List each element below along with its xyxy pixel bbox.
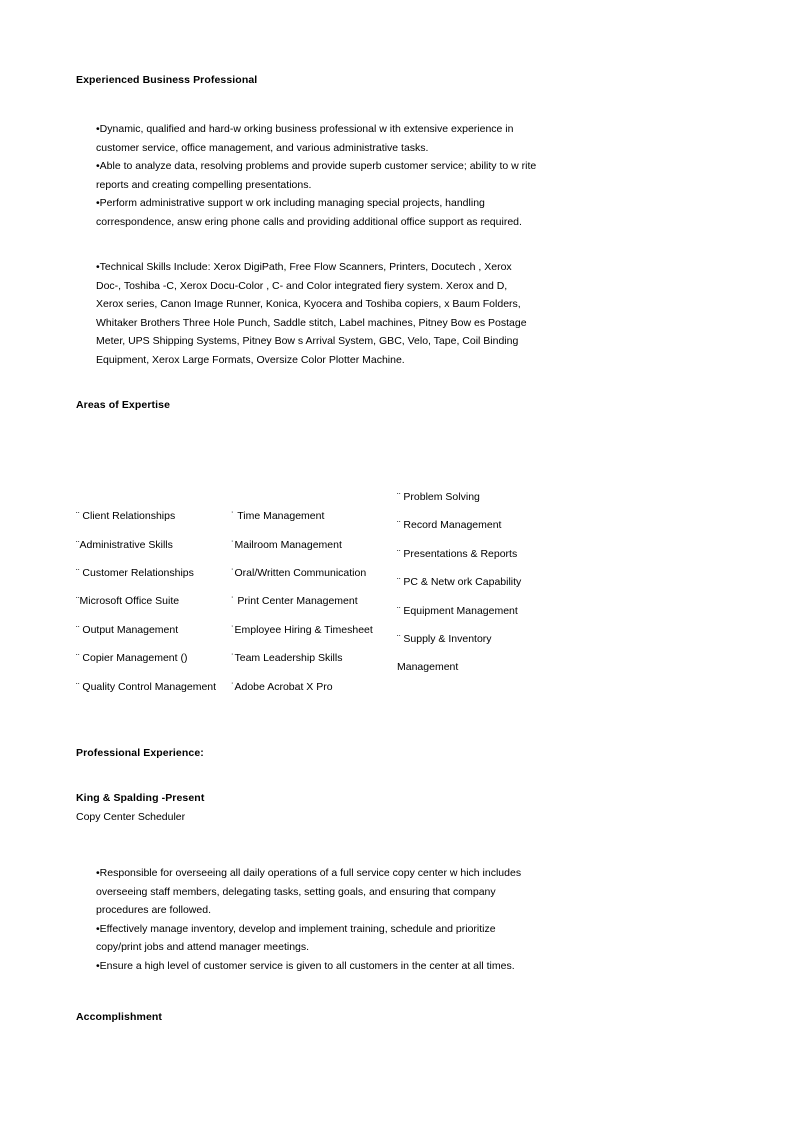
employer-name: King & Spalding -Present [76, 792, 205, 804]
expertise-item: ¨ Problem Solving [397, 491, 480, 503]
expertise-item: ˙ Time Management [231, 510, 325, 522]
job-bullet-2-line-2: copy/print jobs and attend manager meetings. [96, 941, 310, 953]
summary-bullet-list [96, 120, 556, 231]
experience-heading: Professional Experience: [76, 747, 204, 759]
expertise-item: ¨ Equipment Management [397, 605, 518, 617]
job-bullet-2-line-1: •Effectively manage inventory, develop and implement training, schedule and prioritize [96, 922, 496, 935]
expertise-item: ˙Employee Hiring & Timesheet [231, 624, 373, 636]
expertise-item: ¨ Copier Management () [76, 652, 188, 664]
job-bullet-1-line-3: procedures are followed. [96, 904, 211, 916]
technical-skills-line: Meter, UPS Shipping Systems, Pitney Bow s Arrival System, GBC, Velo, Tape, Coil Binding [96, 335, 519, 347]
expertise-item: ˙Adobe Acrobat X Pro [231, 681, 333, 693]
expertise-item: ¨ Quality Control Management [76, 681, 217, 693]
technical-skills-line: Xerox series, Canon Image Runner, Konica, Kyocera and Toshiba copiers, x Baum Folders, [96, 298, 521, 310]
expertise-item: ˙ Print Center Management [231, 595, 358, 607]
expertise-heading: Areas of Expertise [76, 399, 171, 411]
summary-heading: Experienced Business Professional [76, 74, 258, 86]
expertise-item: ˙Mailroom Management [231, 539, 342, 551]
expertise-item: ˙Team Leadership Skills [231, 652, 343, 664]
job-bullet-1-line-2: overseeing staff members, delegating tasks, setting goals, and ensuring that company [96, 885, 496, 898]
expertise-item: ¨ Supply & Inventory [397, 633, 492, 645]
summary-bullet-2-line-2: reports and creating compelling presentations. [96, 178, 312, 191]
technical-skills-line: Doc-, Toshiba -C, Xerox Docu-Color , C- and Color integrated fiery system. Xerox and D, [96, 279, 508, 292]
job-bullet-3-line-1: •Ensure a high level of customer service is given to all customers in the center at all times. [96, 959, 515, 972]
summary-bullet-2-line-1: •Able to analyze data, resolving problems and provide superb customer service; ability to w rite [96, 160, 537, 172]
job-bullet-1-line-1: •Responsible for overseeing all daily operations of a full service copy center w hich includes [96, 867, 522, 879]
accomplishment-heading: Accomplishment [76, 1011, 162, 1023]
expertise-item: ¨ Output Management [76, 624, 179, 636]
expertise-item: ¨Microsoft Office Suite [76, 595, 180, 607]
summary-bullet-3-line-1: •Perform administrative support w ork including managing special projects, handling [96, 197, 485, 209]
technical-skills-line: •Technical Skills Include: Xerox DigiPath, Free Flow Scanners, Printers, Docutech , Xerox [96, 261, 512, 273]
technical-skills-line: Equipment, Xerox Large Formats, Oversize Color Plotter Machine. [96, 353, 405, 366]
expertise-item: ¨ Client Relationships [76, 510, 176, 522]
expertise-item: ¨ PC & Netw ork Capability [397, 576, 522, 588]
job-title: Copy Center Scheduler [76, 811, 186, 823]
technical-skills-line: Whitaker Brothers Three Hole Punch, Saddle stitch, Label machines, Pitney Bow es Postage [96, 316, 527, 329]
expertise-item: ¨ Customer Relationships [76, 567, 194, 579]
expertise-item: ¨Administrative Skills [76, 539, 173, 551]
summary-bullet-1-line-1: •Dynamic, qualified and hard-w orking business professional w ith extensive experience in [96, 123, 514, 135]
expertise-item: ¨ Presentations & Reports [397, 548, 518, 560]
expertise-item: ¨ Record Management [397, 519, 502, 531]
expertise-item: ˙Oral/Written Communication [231, 567, 367, 579]
expertise-item: Management [397, 661, 459, 673]
job-bullet-list [96, 864, 556, 975]
summary-bullet-1-line-2: customer service, office management, and various administrative tasks. [96, 141, 429, 154]
technical-skills-paragraph [96, 258, 556, 369]
summary-bullet-3-line-2: correspondence, answ ering phone calls and providing additional office support as required. [96, 215, 522, 228]
